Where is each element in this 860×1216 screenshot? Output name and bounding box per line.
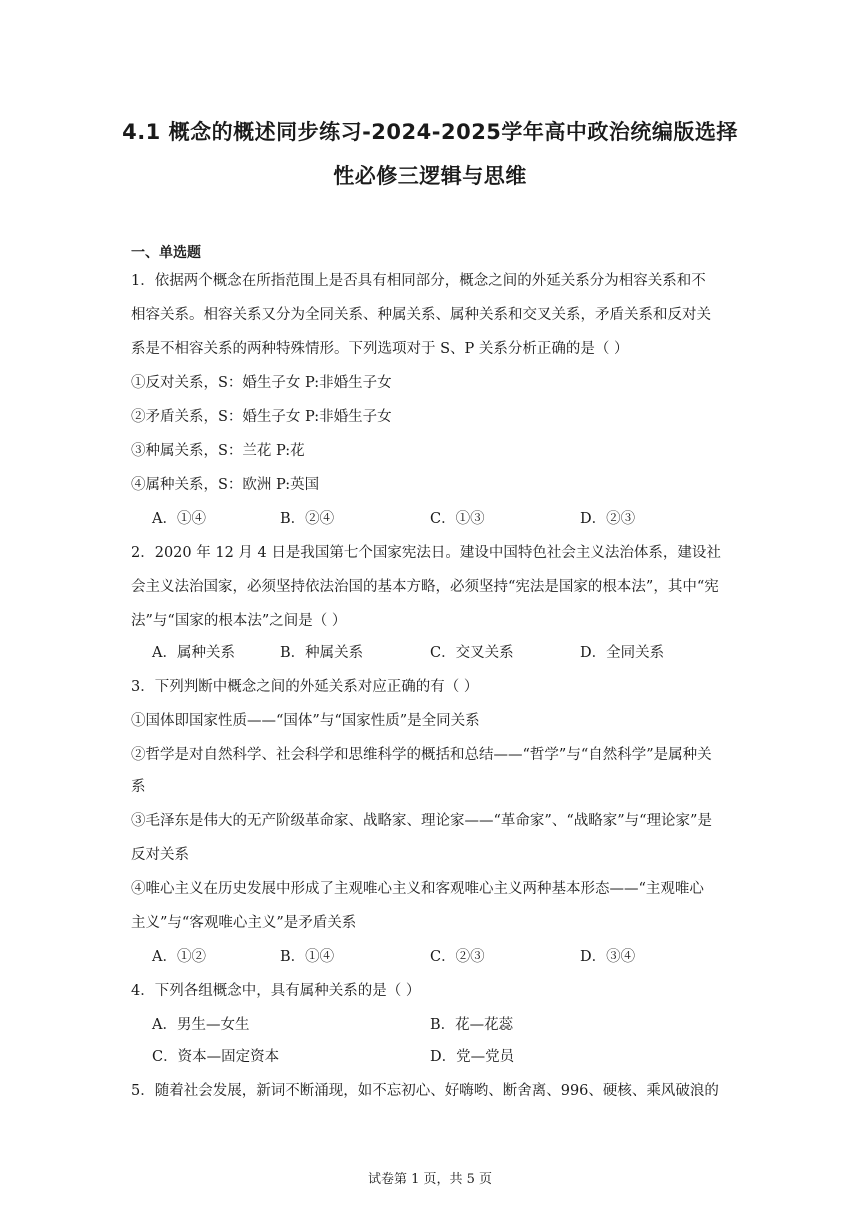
question-3-option-b[interactable]: B．①④ xyxy=(280,949,335,965)
question-1-option-d[interactable]: D．②③ xyxy=(580,511,636,527)
question-1-line: ①反对关系，S：婚生子女 P:非婚生子女 xyxy=(131,375,392,391)
question-3-line: ③毛泽东是伟大的无产阶级革命家、战略家、理论家——“革命家”、“战略家”与“理论家”是 xyxy=(131,813,712,829)
question-1-option-c[interactable]: C．①③ xyxy=(430,511,485,527)
question-3-line: ①国体即国家性质——“国体”与“国家性质”是全同关系 xyxy=(131,713,480,729)
question-2-option-b[interactable]: B．种属关系 xyxy=(280,645,364,661)
question-1-option-b[interactable]: B．②④ xyxy=(280,511,335,527)
question-3-line: ②哲学是对自然科学、社会科学和思维科学的概括和总结——“哲学”与“自然科学”是属种关 xyxy=(131,747,712,763)
question-2-line: 法”与“国家的根本法”之间是（ ） xyxy=(131,613,347,629)
question-2-line: 2．2020 年 12 月 4 日是我国第七个国家宪法日。建设中国特色社会主义法治体系，建设社 xyxy=(131,545,721,561)
question-2-line: 会主义法治国家，必须坚持依法治国的基本方略，必须坚持“宪法是国家的根本法”，其中“宪 xyxy=(131,579,719,595)
question-1-line: ④属种关系，S：欧洲 P:英国 xyxy=(131,477,320,493)
question-3-line: 反对关系 xyxy=(131,847,189,863)
question-1-option-a[interactable]: A．①④ xyxy=(152,511,206,527)
page-title-line-2: 性必修三逻辑与思维 xyxy=(333,164,527,188)
page-footer: 试卷第 1 页，共 5 页 xyxy=(367,1172,493,1187)
question-1-line: 系是不相容关系的两种特殊情形。下列选项对于 S、P 关系分析正确的是（ ） xyxy=(131,341,629,357)
question-5-line: 5．随着社会发展，新词不断涌现，如不忘初心、好嗨哟、断舍离、996、硬核、乘风破浪的 xyxy=(131,1083,719,1099)
question-3-option-a[interactable]: A．①② xyxy=(152,949,206,965)
question-3-option-c[interactable]: C．②③ xyxy=(430,949,485,965)
question-3-line: 系 xyxy=(131,779,146,795)
question-2-option-a[interactable]: A．属种关系 xyxy=(152,645,235,661)
question-4-option-a[interactable]: A．男生—女生 xyxy=(152,1017,250,1033)
question-3-line: ④唯心主义在历史发展中形成了主观唯心主义和客观唯心主义两种基本形态——“主观唯心 xyxy=(131,881,704,897)
question-2-option-d[interactable]: D．全同关系 xyxy=(580,645,665,661)
question-3-option-d[interactable]: D．③④ xyxy=(580,949,636,965)
page-title-line-1: 4.1 概念的概述同步练习-2024-2025学年高中政治统编版选择 xyxy=(122,120,738,144)
question-2-option-c[interactable]: C．交叉关系 xyxy=(430,645,514,661)
question-4-line: 4．下列各组概念中，具有属种关系的是（ ） xyxy=(131,983,421,999)
question-1-line: ③种属关系，S：兰花 P:花 xyxy=(131,443,305,459)
section-heading: 一、单选题 xyxy=(131,245,201,261)
question-1-line: 相容关系。相容关系又分为全同关系、种属关系、属种关系和交叉关系，矛盾关系和反对关 xyxy=(131,307,711,323)
question-1-line: ②矛盾关系，S：婚生子女 P:非婚生子女 xyxy=(131,409,392,425)
question-1-line: 1．依据两个概念在所指范围上是否具有相同部分，概念之间的外延关系分为相容关系和不 xyxy=(131,273,706,289)
question-4-option-d[interactable]: D．党—党员 xyxy=(430,1049,515,1065)
question-3-line: 主义”与“客观唯心主义”是矛盾关系 xyxy=(131,915,357,931)
question-4-option-b[interactable]: B．花—花蕊 xyxy=(430,1017,514,1033)
question-3-line: 3．下列判断中概念之间的外延关系对应正确的有（ ） xyxy=(131,679,479,695)
question-4-option-c[interactable]: C．资本—固定资本 xyxy=(152,1049,280,1065)
